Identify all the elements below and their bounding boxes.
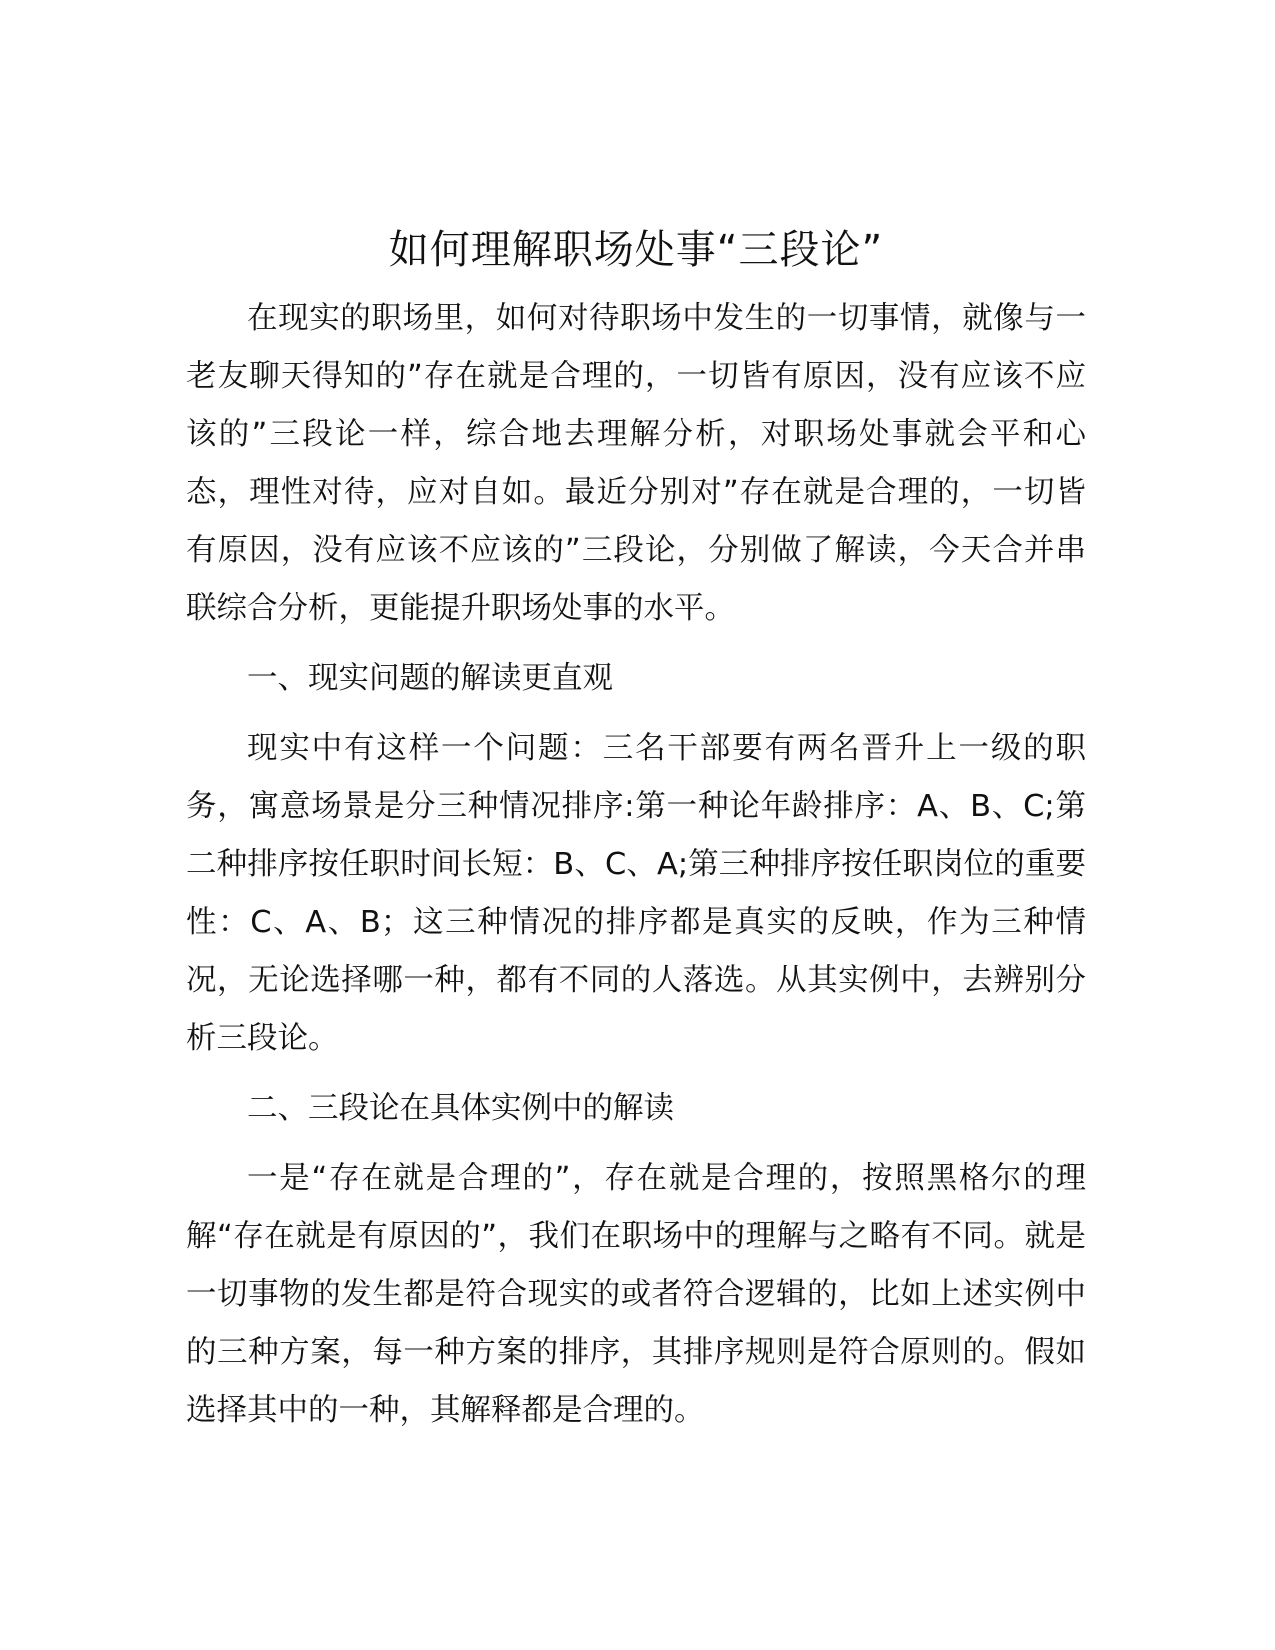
- document-title: 如何理解职场处事“三段论”: [388, 227, 884, 273]
- document-body: [186, 218, 1086, 1452]
- section-heading-1: 一、现实问题的解读更直观: [247, 661, 613, 696]
- section-heading-2: 二、三段论在具体实例中的解读: [247, 1091, 674, 1126]
- intro-paragraph: 在现实的职场里，如何对待职场中发生的一切事情，就像与一老友聊天得知的”存在就是合理的，一切皆有原因，没有应该不应该的”三段论一样，综合地去理解分析，对职场处事就会平和心态，理性对待，应对自如。最近分别对”存在就是合理的，一切皆有原因，没有应该不应该的”三段论，分别做了解读，今天合并串联综合分析，更能提升职场处事的水平。: [186, 301, 1086, 626]
- problem-paragraph: 现实中有这样一个问题：三名干部要有两名晋升上一级的职务，寓意场景是分三种情况排序:第一种论年龄排序：A、B、C;第二种排序按任职时间长短：B、C、A;第三种排序按任职岗位的重要性：C、A、B；这三种情况的排序都是真实的反映，作为三种情况，无论选择哪一种，都有不同的人落选。从其实例中，去辨别分析三段论。: [186, 731, 1086, 1056]
- analysis-paragraph: 一是“存在就是合理的”，存在就是合理的，按照黑格尔的理解“存在就是有原因的”，我们在职场中的理解与之略有不同。就是一切事物的发生都是符合现实的或者符合逻辑的，比如上述实例中的三种方案，每一种方案的排序，其排序规则是符合原则的。假如选择其中的一种，其解释都是合理的。: [186, 1161, 1086, 1428]
